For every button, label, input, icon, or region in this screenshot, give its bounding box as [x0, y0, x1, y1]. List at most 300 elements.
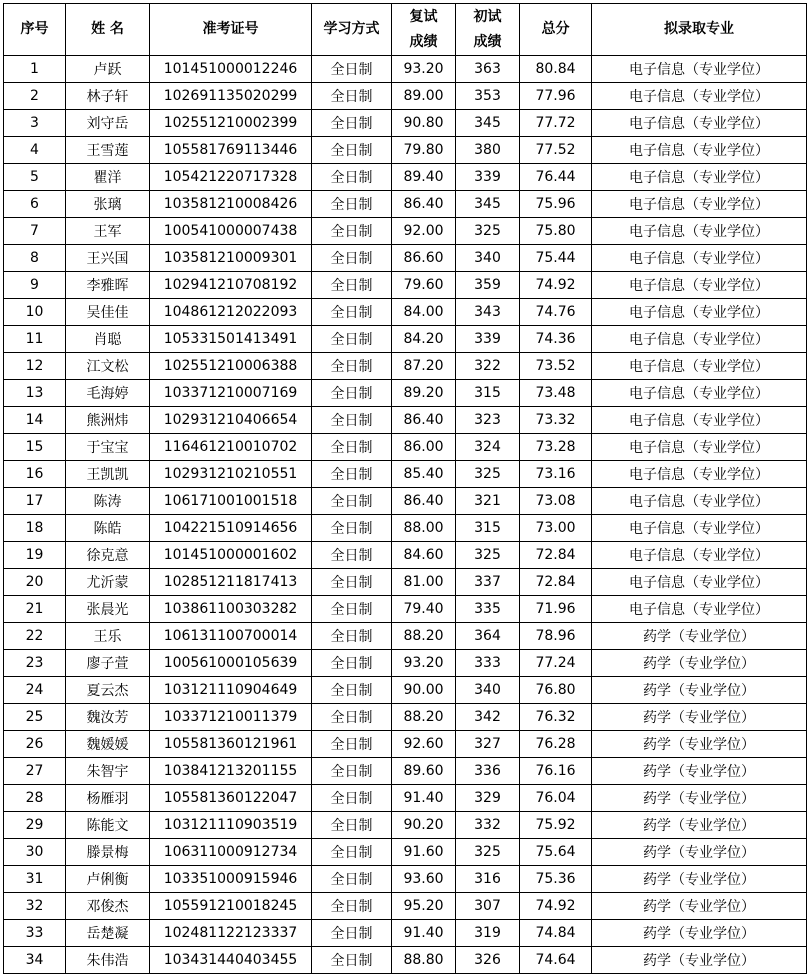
- cell-name: 王雪莲: [66, 137, 150, 164]
- cell-initial-score: 307: [456, 893, 520, 920]
- cell-retest-score: 79.80: [392, 137, 456, 164]
- cell-name: 熊洲炜: [66, 407, 150, 434]
- cell-seq: 33: [4, 920, 66, 947]
- cell-total: 75.92: [520, 812, 592, 839]
- cell-total: 75.96: [520, 191, 592, 218]
- cell-major: 药学（专业学位）: [592, 623, 807, 650]
- cell-total: 73.48: [520, 380, 592, 407]
- cell-total: 74.64: [520, 947, 592, 974]
- cell-total: 73.08: [520, 488, 592, 515]
- table-row: [4, 650, 807, 677]
- cell-initial-score: 345: [456, 110, 520, 137]
- cell-retest-score: 91.60: [392, 839, 456, 866]
- table-row: [4, 326, 807, 353]
- cell-initial-score: 315: [456, 380, 520, 407]
- cell-total: 73.00: [520, 515, 592, 542]
- cell-study-mode: 全日制: [312, 920, 392, 947]
- header-total: 总分: [520, 4, 592, 56]
- cell-seq: 7: [4, 218, 66, 245]
- cell-initial-score: 323: [456, 407, 520, 434]
- header-initial-line2: 成绩: [473, 33, 502, 50]
- cell-name: 林子轩: [66, 83, 150, 110]
- cell-seq: 21: [4, 596, 66, 623]
- cell-retest-score: 88.80: [392, 947, 456, 974]
- cell-study-mode: 全日制: [312, 461, 392, 488]
- cell-initial-score: 315: [456, 515, 520, 542]
- cell-total: 77.24: [520, 650, 592, 677]
- cell-seq: 25: [4, 704, 66, 731]
- cell-exam-id: 104861212022093: [150, 299, 312, 326]
- cell-initial-score: 333: [456, 650, 520, 677]
- cell-exam-id: 105421220717328: [150, 164, 312, 191]
- cell-seq: 15: [4, 434, 66, 461]
- cell-seq: 6: [4, 191, 66, 218]
- cell-seq: 3: [4, 110, 66, 137]
- table-row: [4, 83, 807, 110]
- cell-seq: 11: [4, 326, 66, 353]
- cell-initial-score: 364: [456, 623, 520, 650]
- cell-major: 药学（专业学位）: [592, 866, 807, 893]
- cell-retest-score: 90.80: [392, 110, 456, 137]
- table-row: [4, 785, 807, 812]
- cell-seq: 30: [4, 839, 66, 866]
- cell-total: 74.92: [520, 272, 592, 299]
- cell-exam-id: 103841213201155: [150, 758, 312, 785]
- cell-total: 80.84: [520, 56, 592, 83]
- header-initial-score: [456, 4, 520, 56]
- cell-exam-id: 102851211817413: [150, 569, 312, 596]
- cell-initial-score: 321: [456, 488, 520, 515]
- cell-exam-id: 103351000915946: [150, 866, 312, 893]
- cell-seq: 32: [4, 893, 66, 920]
- cell-name: 朱伟浩: [66, 947, 150, 974]
- cell-exam-id: 101451000001602: [150, 542, 312, 569]
- table-row: [4, 272, 807, 299]
- cell-retest-score: 95.20: [392, 893, 456, 920]
- cell-total: 76.04: [520, 785, 592, 812]
- cell-major: 电子信息（专业学位）: [592, 218, 807, 245]
- table-row: [4, 677, 807, 704]
- cell-initial-score: 353: [456, 83, 520, 110]
- header-retest-score: [392, 4, 456, 56]
- cell-study-mode: 全日制: [312, 488, 392, 515]
- cell-initial-score: 326: [456, 947, 520, 974]
- cell-study-mode: 全日制: [312, 650, 392, 677]
- cell-total: 74.36: [520, 326, 592, 353]
- cell-name: 肖聪: [66, 326, 150, 353]
- cell-major: 药学（专业学位）: [592, 731, 807, 758]
- cell-total: 73.28: [520, 434, 592, 461]
- cell-major: 电子信息（专业学位）: [592, 326, 807, 353]
- cell-study-mode: 全日制: [312, 56, 392, 83]
- cell-exam-id: 103121110904649: [150, 677, 312, 704]
- cell-exam-id: 105591210018245: [150, 893, 312, 920]
- cell-name: 卢俐衡: [66, 866, 150, 893]
- cell-major: 电子信息（专业学位）: [592, 434, 807, 461]
- cell-exam-id: 104221510914656: [150, 515, 312, 542]
- table-row: [4, 704, 807, 731]
- table-row: [4, 920, 807, 947]
- cell-total: 77.52: [520, 137, 592, 164]
- cell-exam-id: 102481122123337: [150, 920, 312, 947]
- table-row: [4, 137, 807, 164]
- cell-retest-score: 87.20: [392, 353, 456, 380]
- cell-initial-score: 324: [456, 434, 520, 461]
- cell-retest-score: 86.40: [392, 407, 456, 434]
- cell-exam-id: 103371210007169: [150, 380, 312, 407]
- cell-major: 电子信息（专业学位）: [592, 353, 807, 380]
- cell-retest-score: 79.40: [392, 596, 456, 623]
- cell-retest-score: 91.40: [392, 920, 456, 947]
- cell-seq: 26: [4, 731, 66, 758]
- cell-name: 廖子萱: [66, 650, 150, 677]
- cell-retest-score: 88.20: [392, 623, 456, 650]
- cell-seq: 29: [4, 812, 66, 839]
- cell-retest-score: 88.20: [392, 704, 456, 731]
- table-row: [4, 407, 807, 434]
- cell-study-mode: 全日制: [312, 758, 392, 785]
- table-row: [4, 515, 807, 542]
- header-retest-line1: 复试: [409, 8, 438, 25]
- cell-exam-id: 101451000012246: [150, 56, 312, 83]
- cell-major: 电子信息（专业学位）: [592, 380, 807, 407]
- cell-total: 76.44: [520, 164, 592, 191]
- cell-initial-score: 325: [456, 461, 520, 488]
- cell-seq: 17: [4, 488, 66, 515]
- cell-seq: 22: [4, 623, 66, 650]
- cell-initial-score: 325: [456, 839, 520, 866]
- cell-retest-score: 89.40: [392, 164, 456, 191]
- cell-study-mode: 全日制: [312, 866, 392, 893]
- table-row: [4, 380, 807, 407]
- table-row: [4, 110, 807, 137]
- cell-initial-score: 343: [456, 299, 520, 326]
- cell-initial-score: 327: [456, 731, 520, 758]
- cell-name: 王凯凯: [66, 461, 150, 488]
- cell-seq: 4: [4, 137, 66, 164]
- cell-seq: 2: [4, 83, 66, 110]
- cell-name: 王兴国: [66, 245, 150, 272]
- cell-name: 毛海婷: [66, 380, 150, 407]
- cell-seq: 5: [4, 164, 66, 191]
- cell-name: 陈能文: [66, 812, 150, 839]
- cell-study-mode: 全日制: [312, 542, 392, 569]
- cell-total: 73.52: [520, 353, 592, 380]
- cell-study-mode: 全日制: [312, 299, 392, 326]
- admission-table: [3, 3, 807, 974]
- cell-retest-score: 89.60: [392, 758, 456, 785]
- cell-initial-score: 329: [456, 785, 520, 812]
- cell-initial-score: 319: [456, 920, 520, 947]
- table-row: [4, 596, 807, 623]
- cell-total: 76.32: [520, 704, 592, 731]
- cell-study-mode: 全日制: [312, 704, 392, 731]
- cell-retest-score: 93.60: [392, 866, 456, 893]
- cell-study-mode: 全日制: [312, 218, 392, 245]
- cell-total: 77.72: [520, 110, 592, 137]
- table-row: [4, 542, 807, 569]
- table-row: [4, 758, 807, 785]
- cell-study-mode: 全日制: [312, 893, 392, 920]
- cell-name: 徐克意: [66, 542, 150, 569]
- cell-total: 75.44: [520, 245, 592, 272]
- cell-retest-score: 84.00: [392, 299, 456, 326]
- table-row: [4, 218, 807, 245]
- cell-study-mode: 全日制: [312, 785, 392, 812]
- cell-name: 陈涛: [66, 488, 150, 515]
- cell-name: 瞿洋: [66, 164, 150, 191]
- cell-initial-score: 325: [456, 218, 520, 245]
- cell-retest-score: 93.20: [392, 56, 456, 83]
- cell-exam-id: 106311000912734: [150, 839, 312, 866]
- cell-retest-score: 86.60: [392, 245, 456, 272]
- cell-major: 药学（专业学位）: [592, 839, 807, 866]
- cell-major: 药学（专业学位）: [592, 785, 807, 812]
- cell-study-mode: 全日制: [312, 326, 392, 353]
- cell-name: 魏媛媛: [66, 731, 150, 758]
- cell-exam-id: 102691135020299: [150, 83, 312, 110]
- cell-study-mode: 全日制: [312, 947, 392, 974]
- cell-name: 吴佳佳: [66, 299, 150, 326]
- cell-seq: 28: [4, 785, 66, 812]
- cell-name: 张璃: [66, 191, 150, 218]
- cell-major: 药学（专业学位）: [592, 677, 807, 704]
- cell-exam-id: 103581210008426: [150, 191, 312, 218]
- cell-retest-score: 92.60: [392, 731, 456, 758]
- cell-retest-score: 93.20: [392, 650, 456, 677]
- table-row: [4, 299, 807, 326]
- cell-exam-id: 102941210708192: [150, 272, 312, 299]
- cell-study-mode: 全日制: [312, 839, 392, 866]
- cell-major: 电子信息（专业学位）: [592, 407, 807, 434]
- cell-major: 电子信息（专业学位）: [592, 299, 807, 326]
- cell-seq: 16: [4, 461, 66, 488]
- cell-study-mode: 全日制: [312, 677, 392, 704]
- cell-exam-id: 105581360121961: [150, 731, 312, 758]
- cell-initial-score: 316: [456, 866, 520, 893]
- cell-study-mode: 全日制: [312, 245, 392, 272]
- cell-seq: 12: [4, 353, 66, 380]
- cell-retest-score: 86.00: [392, 434, 456, 461]
- table-row: [4, 434, 807, 461]
- table-row: [4, 56, 807, 83]
- cell-major: 电子信息（专业学位）: [592, 56, 807, 83]
- cell-name: 王乐: [66, 623, 150, 650]
- cell-name: 张晨光: [66, 596, 150, 623]
- cell-exam-id: 116461210010702: [150, 434, 312, 461]
- cell-study-mode: 全日制: [312, 137, 392, 164]
- cell-major: 电子信息（专业学位）: [592, 461, 807, 488]
- cell-initial-score: 359: [456, 272, 520, 299]
- table-row: [4, 839, 807, 866]
- cell-seq: 34: [4, 947, 66, 974]
- cell-study-mode: 全日制: [312, 596, 392, 623]
- cell-seq: 14: [4, 407, 66, 434]
- cell-exam-id: 105581360122047: [150, 785, 312, 812]
- cell-retest-score: 84.60: [392, 542, 456, 569]
- cell-study-mode: 全日制: [312, 569, 392, 596]
- cell-total: 74.76: [520, 299, 592, 326]
- cell-initial-score: 342: [456, 704, 520, 731]
- cell-study-mode: 全日制: [312, 623, 392, 650]
- cell-name: 夏云杰: [66, 677, 150, 704]
- cell-major: 电子信息（专业学位）: [592, 137, 807, 164]
- cell-study-mode: 全日制: [312, 272, 392, 299]
- header-study-mode: 学习方式: [312, 4, 392, 56]
- cell-retest-score: 85.40: [392, 461, 456, 488]
- cell-exam-id: 100541000007438: [150, 218, 312, 245]
- cell-name: 岳楚凝: [66, 920, 150, 947]
- table-row: [4, 866, 807, 893]
- table-row: [4, 569, 807, 596]
- cell-total: 77.96: [520, 83, 592, 110]
- cell-retest-score: 91.40: [392, 785, 456, 812]
- header-initial-line1: 初试: [473, 8, 502, 25]
- cell-total: 75.36: [520, 866, 592, 893]
- cell-initial-score: 325: [456, 542, 520, 569]
- cell-total: 75.80: [520, 218, 592, 245]
- cell-name: 卢跃: [66, 56, 150, 83]
- cell-exam-id: 102551210006388: [150, 353, 312, 380]
- cell-major: 药学（专业学位）: [592, 704, 807, 731]
- cell-major: 电子信息（专业学位）: [592, 569, 807, 596]
- cell-name: 陈皓: [66, 515, 150, 542]
- cell-initial-score: 345: [456, 191, 520, 218]
- cell-major: 电子信息（专业学位）: [592, 515, 807, 542]
- cell-seq: 18: [4, 515, 66, 542]
- cell-seq: 10: [4, 299, 66, 326]
- cell-major: 药学（专业学位）: [592, 758, 807, 785]
- table-row: [4, 812, 807, 839]
- cell-exam-id: 102551210002399: [150, 110, 312, 137]
- cell-initial-score: 363: [456, 56, 520, 83]
- cell-major: 电子信息（专业学位）: [592, 245, 807, 272]
- cell-total: 71.96: [520, 596, 592, 623]
- cell-major: 药学（专业学位）: [592, 650, 807, 677]
- cell-total: 72.84: [520, 569, 592, 596]
- cell-seq: 13: [4, 380, 66, 407]
- table-row: [4, 893, 807, 920]
- cell-seq: 1: [4, 56, 66, 83]
- cell-major: 电子信息（专业学位）: [592, 488, 807, 515]
- cell-seq: 24: [4, 677, 66, 704]
- cell-total: 74.84: [520, 920, 592, 947]
- cell-seq: 27: [4, 758, 66, 785]
- cell-seq: 8: [4, 245, 66, 272]
- cell-retest-score: 92.00: [392, 218, 456, 245]
- table-row: [4, 488, 807, 515]
- cell-initial-score: 339: [456, 326, 520, 353]
- cell-exam-id: 106131100700014: [150, 623, 312, 650]
- cell-exam-id: 103371210011379: [150, 704, 312, 731]
- cell-initial-score: 322: [456, 353, 520, 380]
- table-row: [4, 461, 807, 488]
- cell-total: 74.92: [520, 893, 592, 920]
- cell-seq: 23: [4, 650, 66, 677]
- cell-major: 电子信息（专业学位）: [592, 542, 807, 569]
- header-seq: 序号: [4, 4, 66, 56]
- cell-retest-score: 88.00: [392, 515, 456, 542]
- table-row: [4, 947, 807, 974]
- cell-major: 药学（专业学位）: [592, 893, 807, 920]
- cell-study-mode: 全日制: [312, 515, 392, 542]
- cell-retest-score: 89.20: [392, 380, 456, 407]
- cell-total: 76.80: [520, 677, 592, 704]
- cell-major: 药学（专业学位）: [592, 947, 807, 974]
- cell-study-mode: 全日制: [312, 380, 392, 407]
- cell-major: 电子信息（专业学位）: [592, 191, 807, 218]
- cell-study-mode: 全日制: [312, 353, 392, 380]
- cell-name: 李雅晖: [66, 272, 150, 299]
- cell-total: 72.84: [520, 542, 592, 569]
- cell-initial-score: 332: [456, 812, 520, 839]
- cell-retest-score: 89.00: [392, 83, 456, 110]
- cell-study-mode: 全日制: [312, 164, 392, 191]
- cell-name: 尤沂蒙: [66, 569, 150, 596]
- cell-seq: 31: [4, 866, 66, 893]
- cell-total: 73.32: [520, 407, 592, 434]
- cell-exam-id: 106171001001518: [150, 488, 312, 515]
- cell-name: 邓俊杰: [66, 893, 150, 920]
- cell-total: 78.96: [520, 623, 592, 650]
- cell-initial-score: 340: [456, 677, 520, 704]
- cell-retest-score: 86.40: [392, 191, 456, 218]
- header-name: 姓 名: [66, 4, 150, 56]
- table-row: [4, 731, 807, 758]
- cell-exam-id: 100561000105639: [150, 650, 312, 677]
- cell-retest-score: 90.20: [392, 812, 456, 839]
- cell-study-mode: 全日制: [312, 110, 392, 137]
- cell-study-mode: 全日制: [312, 731, 392, 758]
- cell-seq: 19: [4, 542, 66, 569]
- cell-name: 魏汝芳: [66, 704, 150, 731]
- cell-exam-id: 103861100303282: [150, 596, 312, 623]
- cell-retest-score: 86.40: [392, 488, 456, 515]
- cell-initial-score: 339: [456, 164, 520, 191]
- cell-major: 电子信息（专业学位）: [592, 110, 807, 137]
- cell-study-mode: 全日制: [312, 83, 392, 110]
- cell-initial-score: 380: [456, 137, 520, 164]
- cell-total: 76.28: [520, 731, 592, 758]
- cell-study-mode: 全日制: [312, 191, 392, 218]
- cell-total: 73.16: [520, 461, 592, 488]
- table-row: [4, 623, 807, 650]
- cell-initial-score: 337: [456, 569, 520, 596]
- cell-initial-score: 340: [456, 245, 520, 272]
- cell-seq: 9: [4, 272, 66, 299]
- cell-name: 朱智宇: [66, 758, 150, 785]
- table-row: [4, 191, 807, 218]
- cell-name: 于宝宝: [66, 434, 150, 461]
- header-row: [4, 4, 807, 56]
- cell-exam-id: 102931210210551: [150, 461, 312, 488]
- cell-initial-score: 336: [456, 758, 520, 785]
- cell-total: 76.16: [520, 758, 592, 785]
- table-row: [4, 245, 807, 272]
- cell-exam-id: 105581769113446: [150, 137, 312, 164]
- cell-retest-score: 90.00: [392, 677, 456, 704]
- table-row: [4, 353, 807, 380]
- cell-exam-id: 103121110903519: [150, 812, 312, 839]
- cell-exam-id: 103431440403455: [150, 947, 312, 974]
- cell-major: 药学（专业学位）: [592, 920, 807, 947]
- cell-exam-id: 103581210009301: [150, 245, 312, 272]
- cell-retest-score: 81.00: [392, 569, 456, 596]
- cell-major: 电子信息（专业学位）: [592, 272, 807, 299]
- cell-seq: 20: [4, 569, 66, 596]
- table-body: [4, 56, 807, 974]
- cell-major: 电子信息（专业学位）: [592, 83, 807, 110]
